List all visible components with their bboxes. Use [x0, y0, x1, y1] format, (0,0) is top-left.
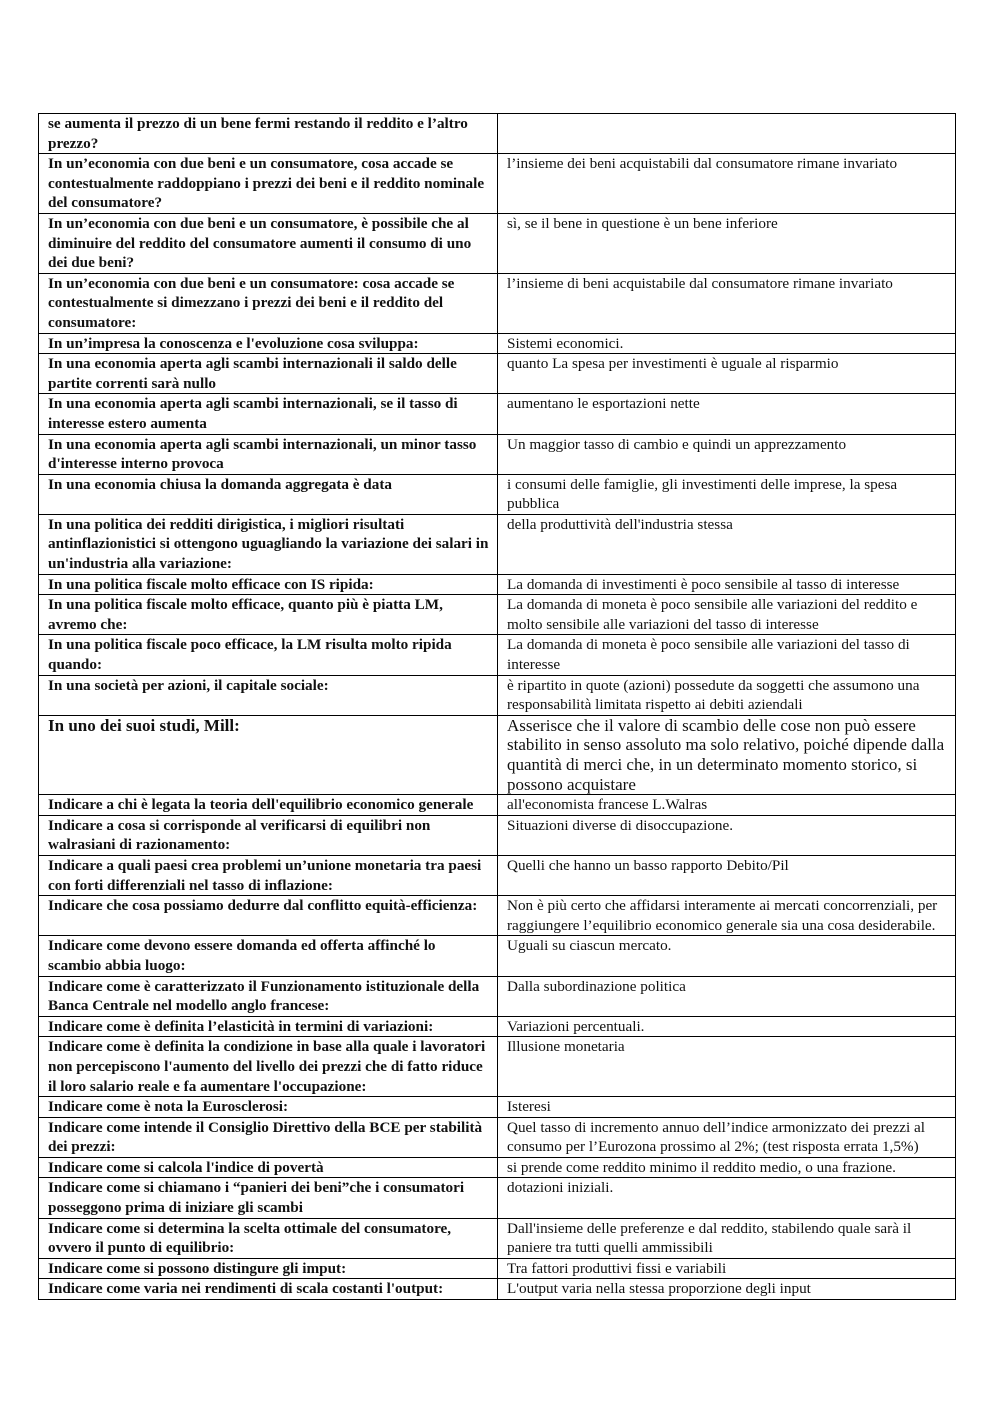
table-row	[39, 434, 956, 474]
table-row	[39, 213, 956, 273]
answer-cell: Tra fattori produttivi fissi e variabili	[498, 1258, 956, 1279]
answer-cell: all'economista francese L.Walras	[498, 795, 956, 816]
table-row	[39, 1016, 956, 1037]
answer-cell: è ripartito in quote (azioni) possedute da soggetti che assumono una responsabilità limitata rispetto ai debiti aziendali	[498, 675, 956, 715]
table-row	[39, 815, 956, 855]
table-row	[39, 795, 956, 816]
question-cell: In una politica fiscale poco efficace, la LM risulta molto ripida quando:	[39, 635, 498, 675]
answer-cell: i consumi delle famiglie, gli investimenti delle imprese, la spesa pubblica	[498, 474, 956, 514]
answer-cell: Illusione monetaria	[498, 1037, 956, 1097]
table-row	[39, 1117, 956, 1157]
table-row	[39, 635, 956, 675]
answer-cell: quanto La spesa per investimenti è uguale al risparmio	[498, 354, 956, 394]
answer-cell: Sistemi economici.	[498, 333, 956, 354]
table-row	[39, 273, 956, 333]
table-row	[39, 154, 956, 214]
answer-cell: Un maggior tasso di cambio e quindi un apprezzamento	[498, 434, 956, 474]
question-cell: Indicare a quali paesi crea problemi un’unione monetaria tra paesi con forti differenziali nel tasso di inflazione:	[39, 855, 498, 895]
answer-cell: Dalla subordinazione politica	[498, 976, 956, 1016]
question-cell: In una società per azioni, il capitale sociale:	[39, 675, 498, 715]
document-page	[38, 113, 955, 1300]
question-cell: In un’economia con due beni e un consumatore, cosa accade se contestualmente raddoppiano i prezzi dei beni e il reddito nominale del consumatore?	[39, 154, 498, 214]
qa-table-body	[39, 114, 956, 1300]
table-row	[39, 1178, 956, 1218]
question-cell: In una politica dei redditi dirigistica, i migliori risultati antinflazionistici si ottengono uguagliando la variazione dei salari in un'industria alla variazione:	[39, 514, 498, 574]
question-cell: In una economia aperta agli scambi internazionali, un minor tasso d'interesse interno provoca	[39, 434, 498, 474]
answer-cell: La domanda di moneta è poco sensibile alle variazioni del tasso di interesse	[498, 635, 956, 675]
answer-cell: Quel tasso di incremento annuo dell’indice armonizzato dei prezzi al consumo per l’Eurozona prossimo al 2%; (test risposta errata 1,5%)	[498, 1117, 956, 1157]
table-row	[39, 1279, 956, 1300]
answer-cell: Quelli che hanno un basso rapporto Debito/Pil	[498, 855, 956, 895]
table-row	[39, 1157, 956, 1178]
question-cell: Indicare come è nota la Eurosclerosi:	[39, 1097, 498, 1118]
question-cell: In una economia aperta agli scambi internazionali il saldo delle partite correnti sarà nullo	[39, 354, 498, 394]
answer-cell: Dall'insieme delle preferenze e dal reddito, stabilendo quale sarà il paniere tra tutti quelli ammissibili	[498, 1218, 956, 1258]
table-row	[39, 595, 956, 635]
question-cell: Indicare a cosa si corrisponde al verificarsi di equilibri non walrasiani di razionamento:	[39, 815, 498, 855]
question-cell: Indicare come si chiamano i “panieri dei beni”che i consumatori posseggono prima di iniziare gli scambi	[39, 1178, 498, 1218]
question-cell: Indicare come varia nei rendimenti di scala costanti l'output:	[39, 1279, 498, 1300]
answer-cell: dotazioni iniziali.	[498, 1178, 956, 1218]
answer-cell: l’insieme dei beni acquistabili dal consumatore rimane invariato	[498, 154, 956, 214]
question-cell: Indicare come si determina la scelta ottimale del consumatore, ovvero il punto di equilibrio:	[39, 1218, 498, 1258]
qa-table	[38, 113, 956, 1300]
answer-cell: sì, se il bene in questione è un bene inferiore	[498, 213, 956, 273]
answer-cell: La domanda di investimenti è poco sensibile al tasso di interesse	[498, 574, 956, 595]
table-row	[39, 1258, 956, 1279]
question-cell: In uno dei suoi studi, Mill:	[39, 715, 498, 794]
question-cell: In una politica fiscale molto efficace con IS ripida:	[39, 574, 498, 595]
answer-cell: si prende come reddito minimo il reddito medio, o una frazione.	[498, 1157, 956, 1178]
answer-cell: Non è più certo che affidarsi interamente ai mercati concorrenziali, per raggiungere l’equilibrio economico generale sia una cosa desiderabile.	[498, 896, 956, 936]
question-cell: Indicare come intende il Consiglio Direttivo della BCE per stabilità dei prezzi:	[39, 1117, 498, 1157]
question-cell: In una economia aperta agli scambi internazionali, se il tasso di interesse estero aumenta	[39, 394, 498, 434]
question-cell: In un’economia con due beni e un consumatore: cosa accade se contestualmente si dimezzano i prezzi dei beni e il reddito del consumatore:	[39, 273, 498, 333]
table-row	[39, 675, 956, 715]
question-cell: In un’impresa la conoscenza e l'evoluzione cosa sviluppa:	[39, 333, 498, 354]
table-row	[39, 896, 956, 936]
table-row	[39, 474, 956, 514]
question-cell: In un’economia con due beni e un consumatore, è possibile che al diminuire del reddito del consumatore aumenti il consumo di uno dei due beni?	[39, 213, 498, 273]
question-cell: Indicare come è definita la condizione in base alla quale i lavoratori non percepiscono l'aumento del livello dei prezzi che di fatto riduce il loro salario reale e fa aumentare l'occupazione:	[39, 1037, 498, 1097]
answer-cell	[498, 114, 956, 154]
answer-cell: l’insieme di beni acquistabile dal consumatore rimane invariato	[498, 273, 956, 333]
question-cell: Indicare come è caratterizzato il Funzionamento istituzionale della Banca Centrale nel modello anglo francese:	[39, 976, 498, 1016]
table-row	[39, 1218, 956, 1258]
answer-cell: Uguali su ciascun mercato.	[498, 936, 956, 976]
table-row	[39, 114, 956, 154]
question-cell: Indicare come si calcola l'indice di povertà	[39, 1157, 498, 1178]
table-row	[39, 354, 956, 394]
answer-cell: Variazioni percentuali.	[498, 1016, 956, 1037]
question-cell: Indicare come devono essere domanda ed offerta affinché lo scambio abbia luogo:	[39, 936, 498, 976]
answer-cell: della produttività dell'industria stessa	[498, 514, 956, 574]
question-cell: Indicare a chi è legata la teoria dell'equilibrio economico generale	[39, 795, 498, 816]
question-cell: Indicare come è definita l’elasticità in termini di variazioni:	[39, 1016, 498, 1037]
table-row	[39, 715, 956, 794]
answer-cell: Situazioni diverse di disoccupazione.	[498, 815, 956, 855]
table-row	[39, 1037, 956, 1097]
question-cell: Indicare come si possono distingure gli imput:	[39, 1258, 498, 1279]
answer-cell: Isteresi	[498, 1097, 956, 1118]
question-cell: Indicare che cosa possiamo dedurre dal conflitto equità-efficienza:	[39, 896, 498, 936]
question-cell: se aumenta il prezzo di un bene fermi restando il reddito e l’altro prezzo?	[39, 114, 498, 154]
table-row	[39, 574, 956, 595]
question-cell: In una politica fiscale molto efficace, quanto più è piatta LM, avremo che:	[39, 595, 498, 635]
table-row	[39, 394, 956, 434]
answer-cell: L'output varia nella stessa proporzione degli input	[498, 1279, 956, 1300]
question-cell: In una economia chiusa la domanda aggregata è data	[39, 474, 498, 514]
answer-cell: Asserisce che il valore di scambio delle cose non può essere stabilito in senso assoluto ma solo relativo, poiché dipende dalla quantità di merci che, in un determinato momento storico, si possono acquistare	[498, 715, 956, 794]
table-row	[39, 333, 956, 354]
table-row	[39, 976, 956, 1016]
answer-cell: aumentano le esportazioni nette	[498, 394, 956, 434]
table-row	[39, 1097, 956, 1118]
table-row	[39, 855, 956, 895]
table-row	[39, 936, 956, 976]
table-row	[39, 514, 956, 574]
answer-cell: La domanda di moneta è poco sensibile alle variazioni del reddito e molto sensibile alle variazioni del tasso di interesse	[498, 595, 956, 635]
